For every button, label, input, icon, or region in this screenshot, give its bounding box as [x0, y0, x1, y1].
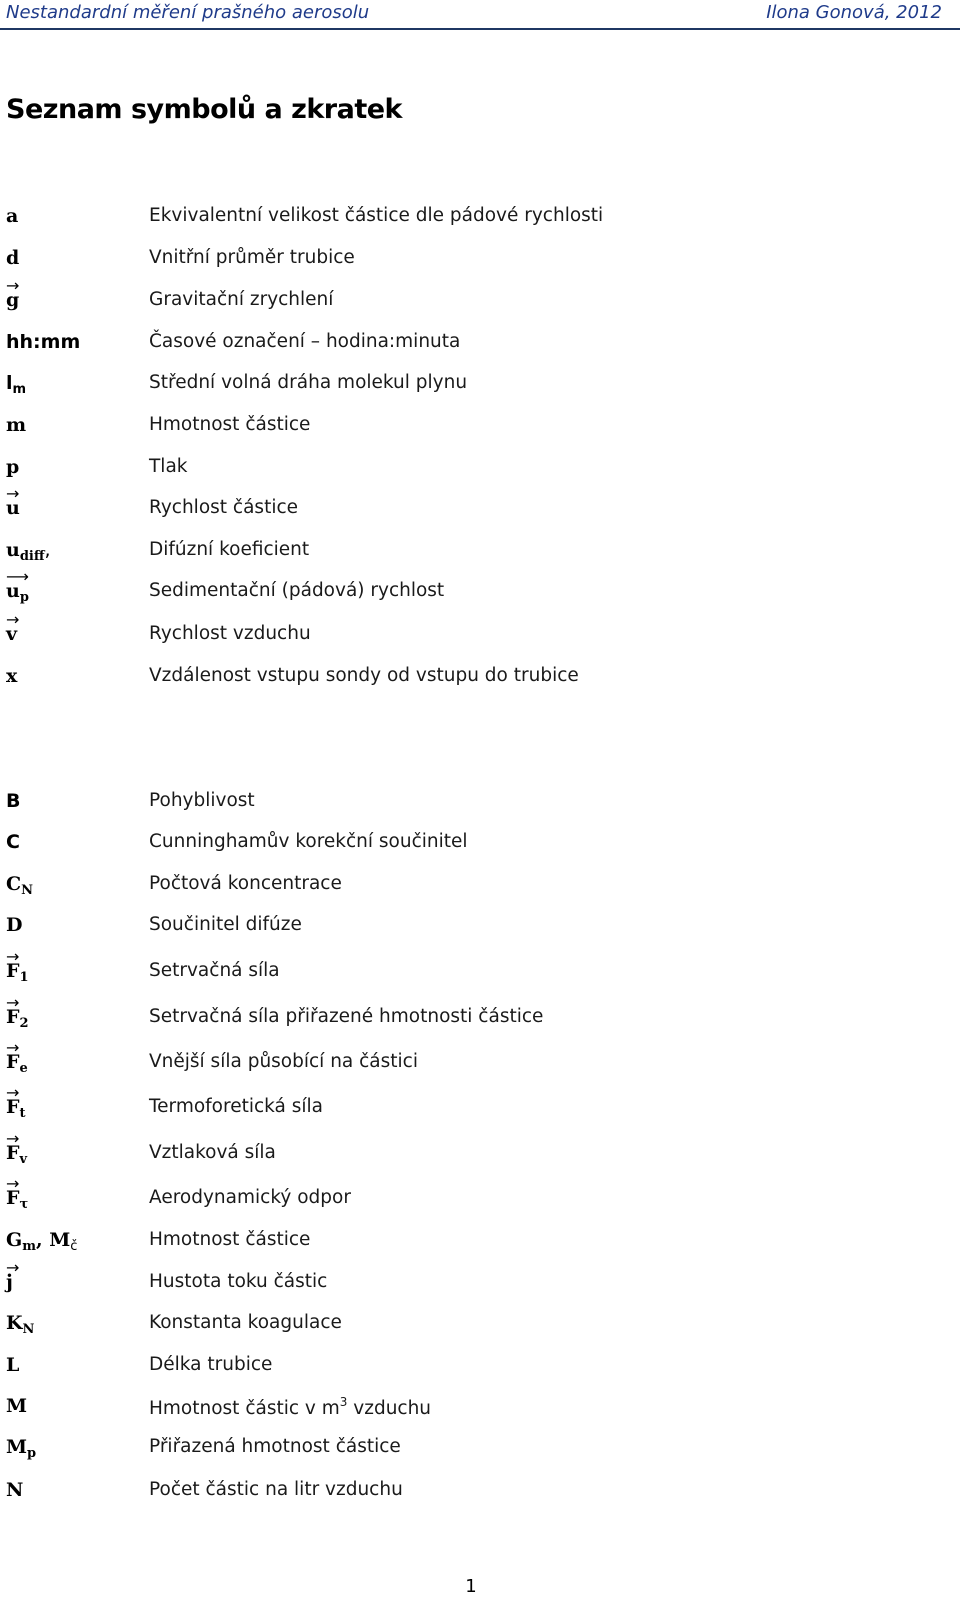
symbol-row-N [0, 1479, 960, 1509]
symbol-description: Ekvivalentní velikost částice dle pádové rychlosti [149, 205, 604, 226]
symbol-description: Sedimentační (pádová) rychlost [149, 580, 445, 601]
symbol-second-base: , M [36, 1229, 71, 1251]
symbol-row-Mp [0, 1436, 960, 1466]
symbol-description: Pohyblivost [149, 790, 255, 811]
symbol-description: Setrvačná síla [149, 960, 280, 981]
symbol-base: F [6, 1096, 20, 1118]
description-superscript: 3 [339, 1395, 348, 1409]
description-text-end: vzduchu [347, 1398, 432, 1419]
header-document-title: Nestandardní měření prašného aerosolu [6, 2, 370, 23]
symbol-subscript: m [22, 1239, 36, 1254]
symbol-row-v-vector [0, 623, 960, 653]
symbol-description: Difúzní koeficient [149, 539, 310, 560]
symbol-base: F [6, 1142, 20, 1164]
symbol-row-u-vector [0, 497, 960, 527]
symbol-row-L [0, 1354, 960, 1384]
symbol-subscript: t [19, 1106, 26, 1121]
symbol-description: Přiřazená hmotnost částice [149, 1436, 401, 1457]
symbol: L [6, 1354, 20, 1376]
symbol [6, 539, 51, 564]
symbol-description: Hmotnost částice [149, 414, 311, 435]
symbol [6, 1229, 77, 1254]
symbol-row-p [0, 456, 960, 486]
symbol: d [6, 247, 20, 269]
vector-symbol [6, 1142, 27, 1167]
symbol-row-D [0, 914, 960, 944]
symbol [6, 372, 26, 397]
symbol-row-Fv-vector [0, 1142, 960, 1172]
symbol: N [6, 1479, 24, 1501]
symbol-row-up-vector [0, 580, 960, 610]
symbol-base: F [6, 1051, 20, 1073]
symbol-row-d [0, 247, 960, 277]
symbol-base: F [6, 960, 20, 982]
symbol-base: u [6, 580, 20, 602]
symbol-description: Hustota toku částic [149, 1271, 328, 1292]
symbol-base: M [6, 1436, 28, 1458]
symbol-row-m [0, 414, 960, 444]
vector-symbol [6, 1051, 28, 1076]
symbol-subscript: p [19, 590, 29, 605]
symbol-subscript: N [21, 883, 34, 898]
symbol-row-Gm-Mc [0, 1229, 960, 1259]
symbol-base: u [6, 539, 20, 561]
symbol-description: Hmotnost částice [149, 1229, 311, 1250]
description-text: Hmotnost částic v m [149, 1398, 340, 1419]
symbol-row-x [0, 665, 960, 695]
symbol [6, 873, 33, 898]
symbol-description: Délka trubice [149, 1354, 273, 1375]
symbol-row-g-vector [0, 289, 960, 319]
symbol [6, 1436, 36, 1461]
symbol-base: K [6, 1312, 23, 1334]
symbol-row-lm [0, 372, 960, 402]
symbol: B [6, 790, 21, 812]
symbol-subscript: N [22, 1322, 35, 1337]
page-title: Seznam symbolů a zkratek [6, 94, 403, 125]
symbol-base: G [6, 1229, 23, 1251]
symbol-description: Setrvačná síla přiřazené hmotnosti částice [149, 1006, 544, 1027]
symbol-description: Střední volná dráha molekul plynu [149, 372, 468, 393]
symbol-separator: , [44, 539, 51, 561]
symbol-description: Vnější síla působící na částici [149, 1051, 418, 1072]
symbol-row-udiff [0, 539, 960, 569]
symbol-description: Počtová koncentrace [149, 873, 342, 894]
vector-symbol [6, 1187, 28, 1212]
symbol-subscript: p [27, 1446, 37, 1461]
symbol-description: Termoforetická síla [149, 1096, 323, 1117]
symbol-subscript: 2 [19, 1016, 29, 1031]
vector-symbol [6, 1096, 26, 1121]
symbol-base: l [6, 372, 13, 394]
symbol: p [6, 456, 20, 478]
symbol: D [6, 914, 23, 936]
symbol-description: Konstanta koagulace [149, 1312, 342, 1333]
symbol: m [6, 414, 27, 436]
symbol-row-KN [0, 1312, 960, 1342]
symbol: C [6, 831, 20, 853]
symbol-description: Rychlost částice [149, 497, 299, 518]
symbol: x [6, 665, 18, 687]
symbol-row-hhmm [0, 331, 960, 361]
symbol-description: Počet částic na litr vzduchu [149, 1479, 403, 1500]
symbol-description: Vzdálenost vstupu sondy od vstupu do trubice [149, 665, 579, 686]
symbol: hh:mm [6, 331, 81, 353]
symbol-row-j-vector [0, 1271, 960, 1301]
symbol: M [6, 1395, 28, 1417]
symbol-description: Rychlost vzduchu [149, 623, 311, 644]
symbol-row-C [0, 831, 960, 861]
symbol-subscript: m [12, 382, 27, 397]
vector-symbol: → j [6, 1271, 13, 1293]
symbol-subscript: 1 [19, 970, 29, 985]
vector-symbol [6, 580, 29, 605]
symbol-subscript: e [19, 1061, 28, 1076]
symbol: a [6, 205, 19, 227]
symbol-row-B [0, 790, 960, 820]
vector-symbol [6, 1006, 29, 1031]
symbol-description: Součinitel difúze [149, 914, 302, 935]
vector-symbol: → u [6, 497, 20, 519]
symbol-subscript: v [19, 1152, 28, 1167]
symbol-row-Ftau-vector [0, 1187, 960, 1217]
symbol-description: Cunninghamův korekční součinitel [149, 831, 468, 852]
symbol-subscript: τ [19, 1197, 29, 1212]
header-author-year: Ilona Gonová, 2012 [766, 2, 942, 23]
symbol [6, 1312, 34, 1337]
symbol-second-subscript: č [70, 1239, 78, 1254]
vector-symbol: → v [6, 623, 17, 645]
symbol-description [149, 1395, 431, 1419]
symbol-row-F1-vector [0, 960, 960, 990]
symbol-row-CN [0, 873, 960, 903]
symbol-description: Vztlaková síla [149, 1142, 276, 1163]
symbol-row-M [0, 1395, 960, 1425]
symbol-subscript: diff [19, 549, 45, 564]
symbol-base: F [6, 1187, 20, 1209]
symbol-row-Fe-vector [0, 1051, 960, 1081]
symbol-base: F [6, 1006, 20, 1028]
vector-symbol [6, 960, 29, 985]
page-header [0, 0, 960, 30]
symbol-description: Časové označení – hodina:minuta [149, 331, 461, 352]
symbol-row-F2-vector [0, 1006, 960, 1036]
vector-symbol: → g [6, 289, 19, 311]
symbol-description: Aerodynamický odpor [149, 1187, 351, 1208]
symbol-description: Tlak [149, 456, 188, 477]
symbol-description: Vnitřní průměr trubice [149, 247, 355, 268]
symbol-row-a [0, 205, 960, 235]
page-number: 1 [465, 1576, 477, 1597]
symbol-base: C [6, 873, 22, 895]
symbol-row-Ft-vector [0, 1096, 960, 1126]
symbol-description: Gravitační zrychlení [149, 289, 334, 310]
